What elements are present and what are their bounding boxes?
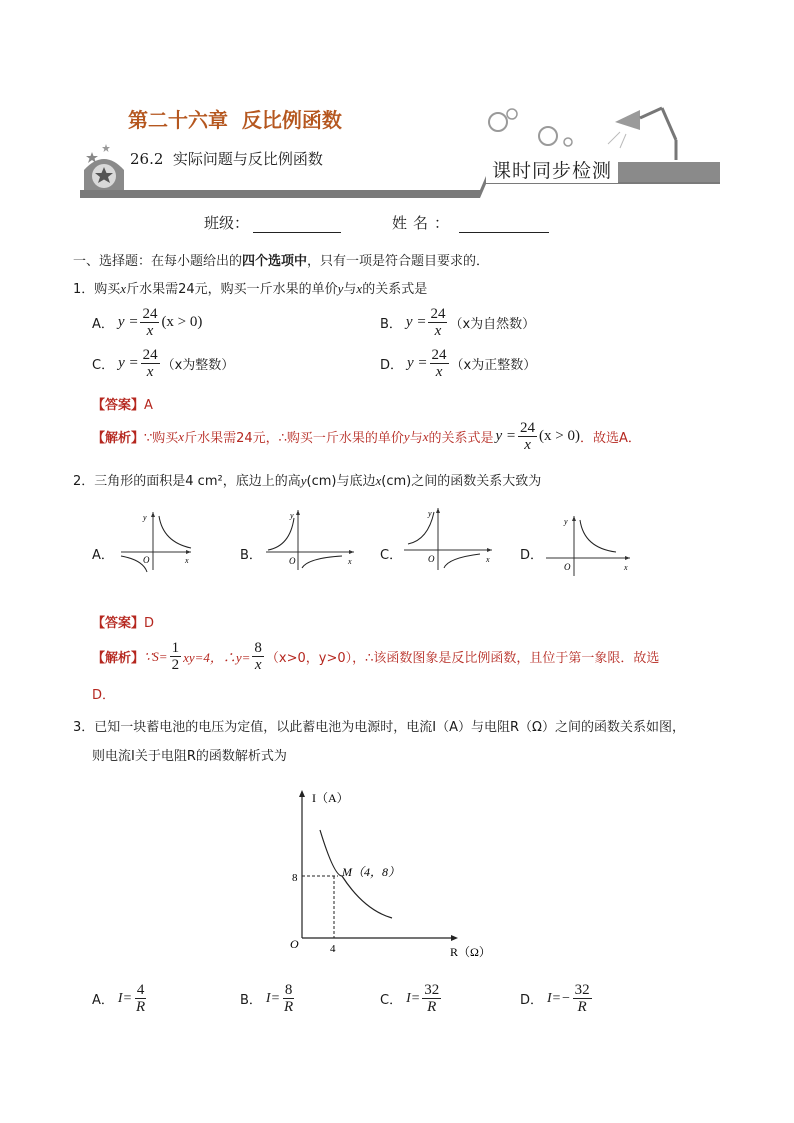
q1-text-1: 购买	[94, 282, 121, 297]
q1-number: 1．	[73, 282, 95, 297]
q1-option-c-label: C．	[92, 358, 115, 373]
q1-text-3: 与	[343, 282, 357, 297]
axis-x-label: x	[185, 556, 189, 565]
q3-point-label: M（4，8）	[342, 865, 400, 879]
q3-origin: O	[290, 937, 299, 951]
axis-y-label: y	[428, 509, 432, 518]
q2-number: 2．	[73, 474, 95, 489]
fraction-denominator: x	[434, 323, 442, 339]
q3-tick-x: 4	[330, 943, 336, 955]
analysis-lhs: y =	[495, 428, 517, 444]
q1-option-c-lhs: y =	[118, 355, 139, 371]
axis-y-label: y	[290, 511, 294, 520]
fraction-numerator: 24	[430, 306, 446, 322]
q2-answer	[92, 612, 154, 631]
q1-option-b[interactable]	[380, 306, 535, 339]
section-title: 26.2 实际问题与反比例函数	[130, 150, 323, 168]
header	[0, 0, 794, 200]
q1-option-a-condition: (x > 0)	[161, 314, 203, 330]
origin-label: O	[564, 562, 571, 572]
fraction-denominator: x	[524, 437, 531, 453]
fraction-denominator: x	[146, 323, 154, 339]
question-3-line2: 则电流I关于电阻R的函数解析式为	[92, 749, 287, 764]
fraction-numerator: 24	[142, 347, 158, 363]
q2-text-2: (cm)与底边	[306, 474, 376, 489]
q2-analysis	[92, 640, 659, 673]
analysis-var-x2: x	[422, 428, 429, 444]
origin-label: O	[289, 556, 296, 566]
q3-axis-y-label: I（A）	[312, 791, 349, 805]
answer-label: 【答案】	[92, 398, 145, 413]
analysis-text-3: 与	[409, 431, 423, 446]
fraction-denominator: x	[146, 364, 154, 380]
class-blank[interactable]	[253, 218, 341, 233]
fraction-numerator: 1	[171, 640, 180, 656]
header-banner	[80, 160, 720, 198]
fraction-numerator: 8	[254, 640, 262, 656]
q3-text-1: 已知一块蓄电池的电压为定值，以此蓄电池为电源时，电流I（A）与电阻R（Ω）之间的函数关系如图，	[94, 720, 685, 735]
analysis-fraction	[252, 640, 264, 673]
q2-option-a-label[interactable]: A．	[92, 548, 114, 563]
q2-text: 三角形的面积是4 cm²，底边上的高	[94, 474, 301, 489]
fraction-denominator: R	[284, 999, 294, 1015]
q1-option-b-fraction	[428, 306, 447, 339]
q1-option-b-label: B．	[380, 317, 402, 332]
fraction-denominator: R	[136, 999, 146, 1015]
origin-label: O	[143, 555, 150, 565]
q3-number: 3．	[73, 720, 95, 735]
q2-graph-d[interactable]	[542, 512, 634, 578]
origin-label: O	[428, 554, 435, 564]
analysis-text-1: ∵购买	[144, 431, 179, 446]
q1-option-a[interactable]	[92, 306, 202, 339]
name-blank[interactable]	[459, 218, 549, 233]
answer-value: D	[144, 616, 155, 631]
sync-test-badge: 课时同步检测	[486, 156, 618, 183]
q3-option-c-label: C．	[380, 993, 403, 1008]
analysis-label: 【解析】	[92, 431, 145, 446]
q1-option-d-lhs: y =	[407, 355, 428, 371]
question-1	[73, 278, 427, 297]
q3-tick-y: 8	[292, 872, 298, 884]
axis-y-label: y	[564, 517, 568, 526]
q3-option-b-lhs: I=	[265, 990, 281, 1006]
analysis-text-2: xy=4，∴y=	[183, 650, 251, 665]
q1-analysis	[92, 420, 641, 453]
analysis-label: 【解析】	[92, 651, 145, 666]
q3-option-d-lhs: I=−	[547, 990, 571, 1006]
q1-option-b-lhs: y =	[405, 314, 427, 330]
q3-option-a-label: A．	[92, 993, 114, 1008]
fraction-numerator: 24	[431, 347, 447, 363]
q3-option-d-label: D．	[520, 993, 544, 1008]
q3-option-c-fraction	[422, 982, 441, 1015]
fraction-numerator: 32	[424, 982, 440, 998]
name-field[interactable]	[392, 212, 549, 233]
axis-x-label: x	[486, 555, 490, 564]
q1-option-d[interactable]	[380, 347, 536, 380]
section-heading	[73, 250, 489, 269]
q1-var-x: x	[120, 281, 127, 296]
axis-x-label: x	[624, 563, 628, 572]
analysis-end: ．故选A．	[579, 431, 641, 446]
q3-option-b[interactable]	[240, 982, 297, 1015]
analysis-text-2: 斤水果需24元，∴购买一斤水果的单价	[184, 431, 404, 446]
q1-option-d-label: D．	[380, 358, 404, 373]
analysis-text-3: （x>0，y>0），∴该函数图象是反比例函数，且位于第一象限．故选	[265, 651, 660, 666]
q2-var-y: y	[300, 473, 307, 488]
q1-option-a-label: A．	[92, 317, 114, 332]
fraction-numerator: 32	[574, 982, 590, 998]
q3-option-a-lhs: I=	[117, 990, 133, 1006]
fraction-denominator: x	[254, 657, 262, 673]
section-intro: 在每小题给出的	[151, 254, 243, 269]
q2-analysis-cont: D．	[92, 688, 116, 703]
q1-option-a-fraction	[140, 306, 159, 339]
q1-option-d-fraction	[430, 347, 449, 380]
fraction-numerator: 8	[284, 982, 293, 998]
analysis-text-1: ∵S=	[144, 648, 168, 664]
class-field[interactable]	[204, 212, 341, 233]
q3-option-d-fraction	[573, 982, 592, 1015]
fraction-denominator: x	[435, 364, 443, 380]
q1-var-y: y	[337, 281, 344, 296]
fraction-numerator: 4	[136, 982, 145, 998]
q2-graph-c[interactable]	[400, 504, 496, 572]
q1-text-4: 的关系式是	[362, 282, 428, 297]
question-2	[73, 470, 541, 489]
section-intro-bold: 四个选项中	[242, 254, 308, 269]
q2-text-3: (cm)之间的函数关系大致为	[381, 474, 542, 489]
name-label: 姓名：	[392, 214, 456, 232]
class-label: 班级：	[204, 214, 250, 232]
axis-x-label: x	[348, 557, 352, 566]
q2-var-x: x	[375, 473, 382, 488]
q3-option-a-fraction	[134, 982, 147, 1015]
answer-label: 【答案】	[92, 616, 145, 631]
fraction-denominator: R	[577, 999, 587, 1015]
fraction-numerator: 24	[520, 420, 536, 436]
q2-option-d-label[interactable]: D．	[520, 548, 544, 563]
q3-axis-x-label: R（Ω）	[450, 945, 491, 959]
analysis-fraction	[518, 420, 537, 453]
q2-option-b-label[interactable]: B．	[240, 548, 262, 563]
q2-graph-b[interactable]	[262, 506, 358, 572]
question-3-line1	[73, 716, 685, 735]
analysis-half-fraction	[170, 640, 182, 673]
q3-option-b-label: B．	[240, 993, 262, 1008]
q3-option-c-lhs: I=	[406, 990, 421, 1006]
q1-answer	[92, 394, 153, 413]
analysis-var-y: y	[403, 428, 410, 444]
section-label: 一、选择题：	[73, 254, 152, 269]
q1-var-x2: x	[356, 281, 363, 296]
fraction-numerator: 24	[142, 306, 158, 322]
analysis-text-4: 的关系式是	[428, 431, 494, 446]
q1-text-2: 斤水果需24元，购买一斤水果的单价	[126, 282, 338, 297]
answer-value: A	[144, 398, 153, 413]
axis-y-label: y	[143, 513, 147, 522]
q1-option-c-condition: （x为整数）	[161, 358, 235, 373]
q2-option-c-label[interactable]: C．	[380, 548, 403, 563]
section-intro-tail: ，只有一项是符合题目要求的．	[307, 254, 490, 269]
q3-option-a[interactable]	[92, 982, 149, 1015]
chapter-title: 第二十六章 反比例函数	[128, 108, 342, 132]
fraction-denominator: R	[427, 999, 437, 1015]
q3-graph	[284, 784, 504, 964]
q1-option-c[interactable]	[92, 347, 234, 380]
q1-option-b-condition: （x为自然数）	[449, 317, 536, 332]
q2-graph-a[interactable]	[115, 508, 195, 574]
q1-option-c-fraction	[141, 347, 160, 380]
q1-option-a-lhs: y =	[117, 314, 139, 330]
analysis-var-x: x	[178, 428, 185, 444]
q1-option-d-condition: （x为正整数）	[450, 358, 537, 373]
q3-option-d[interactable]	[520, 982, 594, 1015]
fraction-denominator: 2	[171, 657, 180, 673]
q3-option-b-fraction	[282, 982, 295, 1015]
analysis-condition: (x > 0)	[539, 428, 580, 444]
q3-option-c[interactable]	[380, 982, 443, 1015]
